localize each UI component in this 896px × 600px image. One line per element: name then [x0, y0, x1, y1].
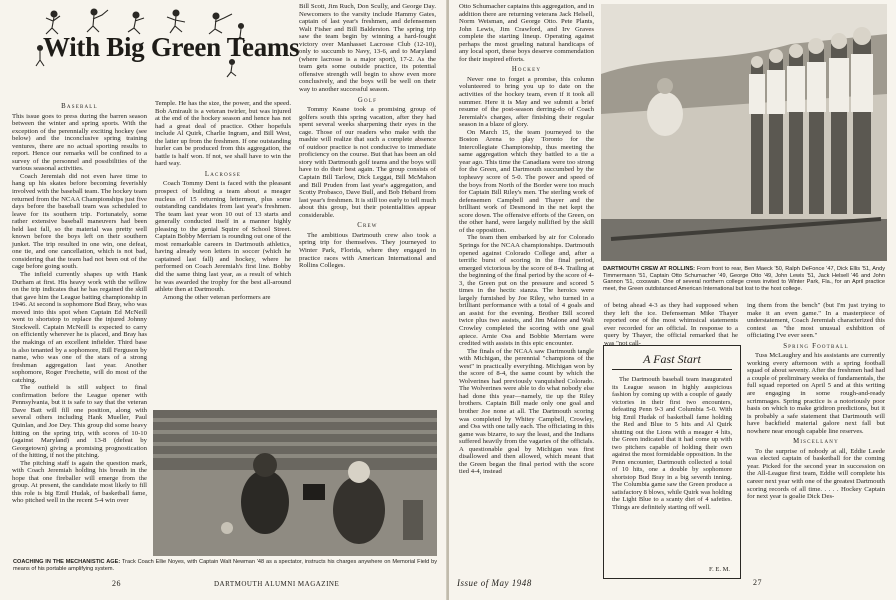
paragraph: Coach Tommy Dent is faced with the pleasant prospect of building a team about a meager nucleus of 15 returning lettermen, plus some outstanding candidates from last year's freshmen. The team last year won 10 out of 13 starts and generally conducted itself in a manner highly pleasing to the genial Squire of School Street. Captain Bobby Merriam is rounding out one of the most remarkable careers in Dartmouth athletics, having already won letters in soccer (which he captained last fall) and hockey, where he performed on Coach Jeremiah's first line. Bobby did the same thing last year, as a result of which he was awarded the trophy for the best all-around athlete then at Dartmouth. [155, 180, 291, 294]
section-heading-crew: Crew [357, 222, 378, 230]
crew-photo-image [601, 4, 887, 261]
paragraph: This issue goes to press during the barren season between the winter and spring sports. With the exception of the perennially exciting hockey (see below) and the inconclusive spring training ventures, there are no actual sporting results to report. Hence our remarks will be confined to a survey of the personnel and possibilities of the various seasonal activities. [12, 112, 147, 173]
paragraph: Coach Jeremiah did not even have time to hang up his skates before becoming feverishly involved with the baseball team. The hockey team returned from the NCAA Championships just five days before the baseball team was scheduled to leave for its southern trip. Fortunately, some rather extensive baseball maneuvers had been held last fall, so the material was pretty well known before the boys left on their southern junket. The trip resulted in one win, one defeat, one tie, and one cancellation, which is not bad, considering that the team had not been out of the cage before going south. [12, 172, 147, 271]
caption-text: From front to rear, Ben Maeck '50, Ralph DeFonce '47, Dick Ellis '51, Andy Timmermann '51, Captain Otto Schumacher '49, George Otto '49, John Lewis '51, Jack Helsell '46 and John Gannon '51, coxswain. One of several northern college crews invited to Winter Park, Fla., for an April practice meet, the Green outdistanced American International but lost to the host college. [603, 266, 885, 292]
left-column-1 [12, 100, 147, 540]
right-page [449, 0, 896, 600]
left-column-2 [155, 100, 291, 407]
paragraph: The outfield is still subject to final confirmation before the League opener with Pennsylvania, but it is safe to say that the veteran Dave Batt will fill one position, along with several others including Hank Mueller, Paul Quinlan, and Joe Dey. This group did some heavy hitting on the spring trip, with scores of 10-10 (against Maryland) and 13-8 (defeat by Georgetown) giving a promising prognostication of the hitting, if not the pitching. [12, 384, 147, 460]
paragraph: of being ahead 4-3 as they had supposed when they left the ice. Defenseman Mike Thayer reported one of the most whimsical statements ever recorded for an official. In response to a query by Thayer, the official remarked that he was "not call- [604, 302, 738, 347]
paragraph: The finals of the NCAA saw Dartmouth tangle with Michigan, the perennial "champions of the west" in practically everything. Michigan won by the score of 8-4, the same count by which the Wolverines had previously vanquished Colorado. The Wolverines were able to do what nobody else had done this year—namely, tie up the Riley brothers. Captain Bill made only one goal and brother Joe none at all. The Dartmouth scoring was completed by Whitey Campbell, Crowley, and Oss with one tally each. The officiating in this game was bizarre, to say the least, and the Indians suffered heavily from the vagaries of the officials. A questionable goal by Michigan was first disallowed and then allowed, which meant that the Green began the final period with the score tied 4-4, instead [459, 347, 594, 476]
section-heading-baseball: Baseball [61, 103, 98, 110]
paragraph: The pitching staff is again the question mark, with Coach Jeremiah holding his breath in the hope that one fireballer will emerge from the group. At present, the candidate most likely to fill this role is big Emil Hudak, of basketball fame, who pitched well in the recent 5-4 win over [12, 459, 147, 505]
paragraph: Tuss McLaughry and his assistants are currently working every afternoon with a spring football squad of about seventy. After the freshmen had had a couple of preliminary weeks of fundamentals, the full squad reported on April 5 and at this writing are engaging in some rough-and-ready scrimmages. Spring practice is a notoriously poor basis on which to make gridiron predictions, but it is probably a safe statement that Dartmouth will have backfield material galore next fall but nowhere near enough capable line reserves. [747, 352, 885, 435]
paragraph: Bill Scott, Jim Ruch, Don Scully, and George Day. Newcomers to the varsity include Hammy Gates, captain of last year's freshmen, and defensemen Walt Fisher and Bill Balderston. The spring trip saw the team begin by winning a hard-fought victory over Manhasset Lacrosse Club (12-10), only to succumb to Navy, 13-6, and to Maryland (where lacrosse is a major sport), 17-2. As the team gets some outside practice, its potential offensive strength will begin to show even more conclusively, and the boys will be well on their way to another successful season. [299, 3, 436, 94]
right-page-number: 27 [753, 578, 762, 587]
issue-date: Issue of May 1948 [457, 578, 532, 588]
section-heading-miscellany: Miscellany [793, 438, 839, 446]
crew-photo-caption [603, 266, 885, 292]
crew-photo [601, 4, 887, 261]
paragraph: The team then embarked by air for Colorado Springs for the NCAA championships. Dartmouth opened against Colorado College and, after a terrific burst of scoring in the final period, emerged victorious by the score of 8-4. Trailing at the beginning of the final period by the score of 4-3, the Green put on the pressure and scored 5 times in the hectic stanza. The heroics were largely furnished by Joe Riley, who turned in a brilliant performance with a total of 4 goals and an assist for the evening. Brother Bill scored twice plus two assists, and Jim Malone and Walt Crowley completed the scoring with one goal apiece. Arnie Oss and Bobbie Merriam were credited with assists in this epic encounter. [459, 234, 594, 348]
right-column-3-lower [747, 302, 885, 577]
section-heading-lacrosse: Lacrosse [204, 170, 242, 178]
magazine-name: DARTMOUTH ALUMNI MAGAZINE [214, 580, 340, 588]
sidebar-signature: F. E. M. [709, 566, 730, 573]
article-headline: With Big Green Teams [43, 32, 300, 62]
paragraph: Never one to forget a promise, this column volunteered to bring you up to date on the activities of the hockey team, even if it took all summer. Here it is May and we submit a brief resume of the post-season derring-do of Coach Jeremiah's charges, after finishing their regular season in a blaze of glory. [459, 75, 594, 129]
paragraph: Temple. He has the size, the power, and the speed. Bob Amirault is a veteran twirler, but was injured at the end of the hockey season and hence has not had a great deal of practice. Other hopefuls include Al Quirk, Charlie Ingram, and Bill West, the latter up from the freshmen. If one outstanding hurler can be produced from this aggregation, the battle is half won. If not, we shall have to win the hard way. [155, 100, 291, 168]
paragraph: Among the other veteran performers are [163, 293, 271, 301]
paragraph: Tommy Keane took a promising group of golfers south this spring vacation, after they had spent several weeks sharpening their eyes in the cage. Those of our readers who make with the mashie will realize that such a complete absence of outdoor practice is not conducive to immediate proficiency on the course. But that has been an old story with Dartmouth golf teams and the boys will have to do their best again. The group consists of Captain Bill Tarlow, Dick Leggat, Bill McMahon and Bill Pruden from last year's aggregation, and Scotty Probasco, Dave Bull, and Bob Hebard from last year's freshmen. It is still too early to tell much about this group, but their potentialities appear considerable. [299, 106, 436, 219]
paragraph: The infield currently shapes up with Hank Durham at first. His heavy work with the willow on the trip indicates that he has regained the skill that gave him the League batting championship in 1946. At second is sophomore Bud Bray, who was moved into this spot when Captain Ed McNeill went to shortstop to replace the injured Johnny Stockwell. Captain McNeill is expected to carry on efficiently wherever he is placed, and Bray has the makings of an excellent infielder. Third base is also tenanted by a sophomore, Bill Ferguson by name, who was one of the stars of a strong freshman aggregation last year. Another sophomore, Roger Frechette, will do most of the catching. [12, 271, 147, 384]
track-coach-photo-caption [13, 559, 437, 572]
track-coach-photo-image [153, 410, 437, 556]
paragraph: On March 15, the team journeyed to the Boston Arena to play Toronto for the Intercollegiate Championship, thus meeting the same aggregation which they battled to a tie a year ago. This time the Canadians were too strong for the Green, and Dartmouth succumbed by the topheavy score of 5-0. The power and speed of the boys from North of the Border were too much for Captain Bill Riley's men. The sterling work of defensemen Campbell and Thayer and the brilliant work of Desmond in the net kept the score down. The offensive efforts of the Green, on the other hand, were largely nullified by the skill of the opposition. [459, 128, 594, 234]
fast-start-sidebar [603, 345, 741, 579]
caption-text: Track Coach Ellie Noyes, with Captain Walt Newman '48 as a spectator, instructs his charges anywhere on Memorial Field by means of his portable amplifying system. [13, 559, 438, 572]
section-heading-spring-football: Spring Football [783, 342, 849, 350]
paragraph: The Dartmouth baseball team inaugurated its League season in highly auspicious fashion by coming up with a couple of gaudy victories in their first two encounters, defeating Penn 9-3 and Columbia 5-0. With big Emil Hudak of basketball fame holding the Red and Blue to 5 hits and Al Quirk shutting out the Lions with a meager 4 hits, the Green indicated that it had come up with two pitchers capable of holding their own against the most formidable opposition. In the Penn encounter, Dartmouth collected a total of 10 hits, one a double by sophomore shortstop Bud Bray in a big seventh inning. The Columbia game saw the Green produce a satisfactory 8 blows, while Quirk was holding the Light Blue to a scanty diet of 4 safeties. Things are definitely starting off well. [612, 376, 732, 511]
section-heading-golf: Golf [357, 96, 378, 104]
paragraph: The ambitious Dartmouth crew also took a spring trip for themselves. They journeyed to Winter Park, Florida, where they engaged in practice races with American International and Rollins Colleges. [299, 231, 436, 270]
sidebar-title: A Fast Start [643, 352, 701, 366]
sidebar-body [612, 376, 732, 511]
left-page-number: 26 [112, 579, 121, 588]
section-heading-hockey: Hockey [511, 66, 542, 74]
paragraph: ing them from the bench" (but I'm just trying to make it an even game." In a masterpiece of understatement, Coach Jeremiah characterized this contest as "the most unusual exhibition of officiating I've ever seen." [747, 302, 885, 340]
right-column-2-lower [604, 302, 738, 347]
track-coach-photo [153, 410, 437, 556]
caption-title: COACHING IN THE MECHANISTIC AGE: [13, 559, 121, 565]
sidebar-rule [612, 369, 732, 370]
paragraph: To the surprise of nobody at all, Eddie Leede was elected captain of basketball for the coming year. Picked for the second year in succession on the All-League first team, Eddie will complete his career next year with one of the greatest Dartmouth scoring records of all time. . . . . Hockey Captain for next year is goalie Dick Des- [747, 447, 885, 501]
caption-title: DARTMOUTH CREW AT ROLLINS: [603, 266, 695, 272]
left-page [0, 0, 447, 600]
paragraph: Otto Schumacher captains this aggregation, and in addition there are returning veterans Jack Helsell, Norm Weisman, and George Otto. Pete Plants, John Lewis, Jim Crawford, and Irv Graves complete the starting lineup. Operating against perhaps the most grueling natural handicaps of any local sport, these boys deserve commendation for their inspired efforts. [459, 3, 594, 63]
left-column-3 [299, 3, 436, 407]
right-column-1 [459, 3, 594, 577]
